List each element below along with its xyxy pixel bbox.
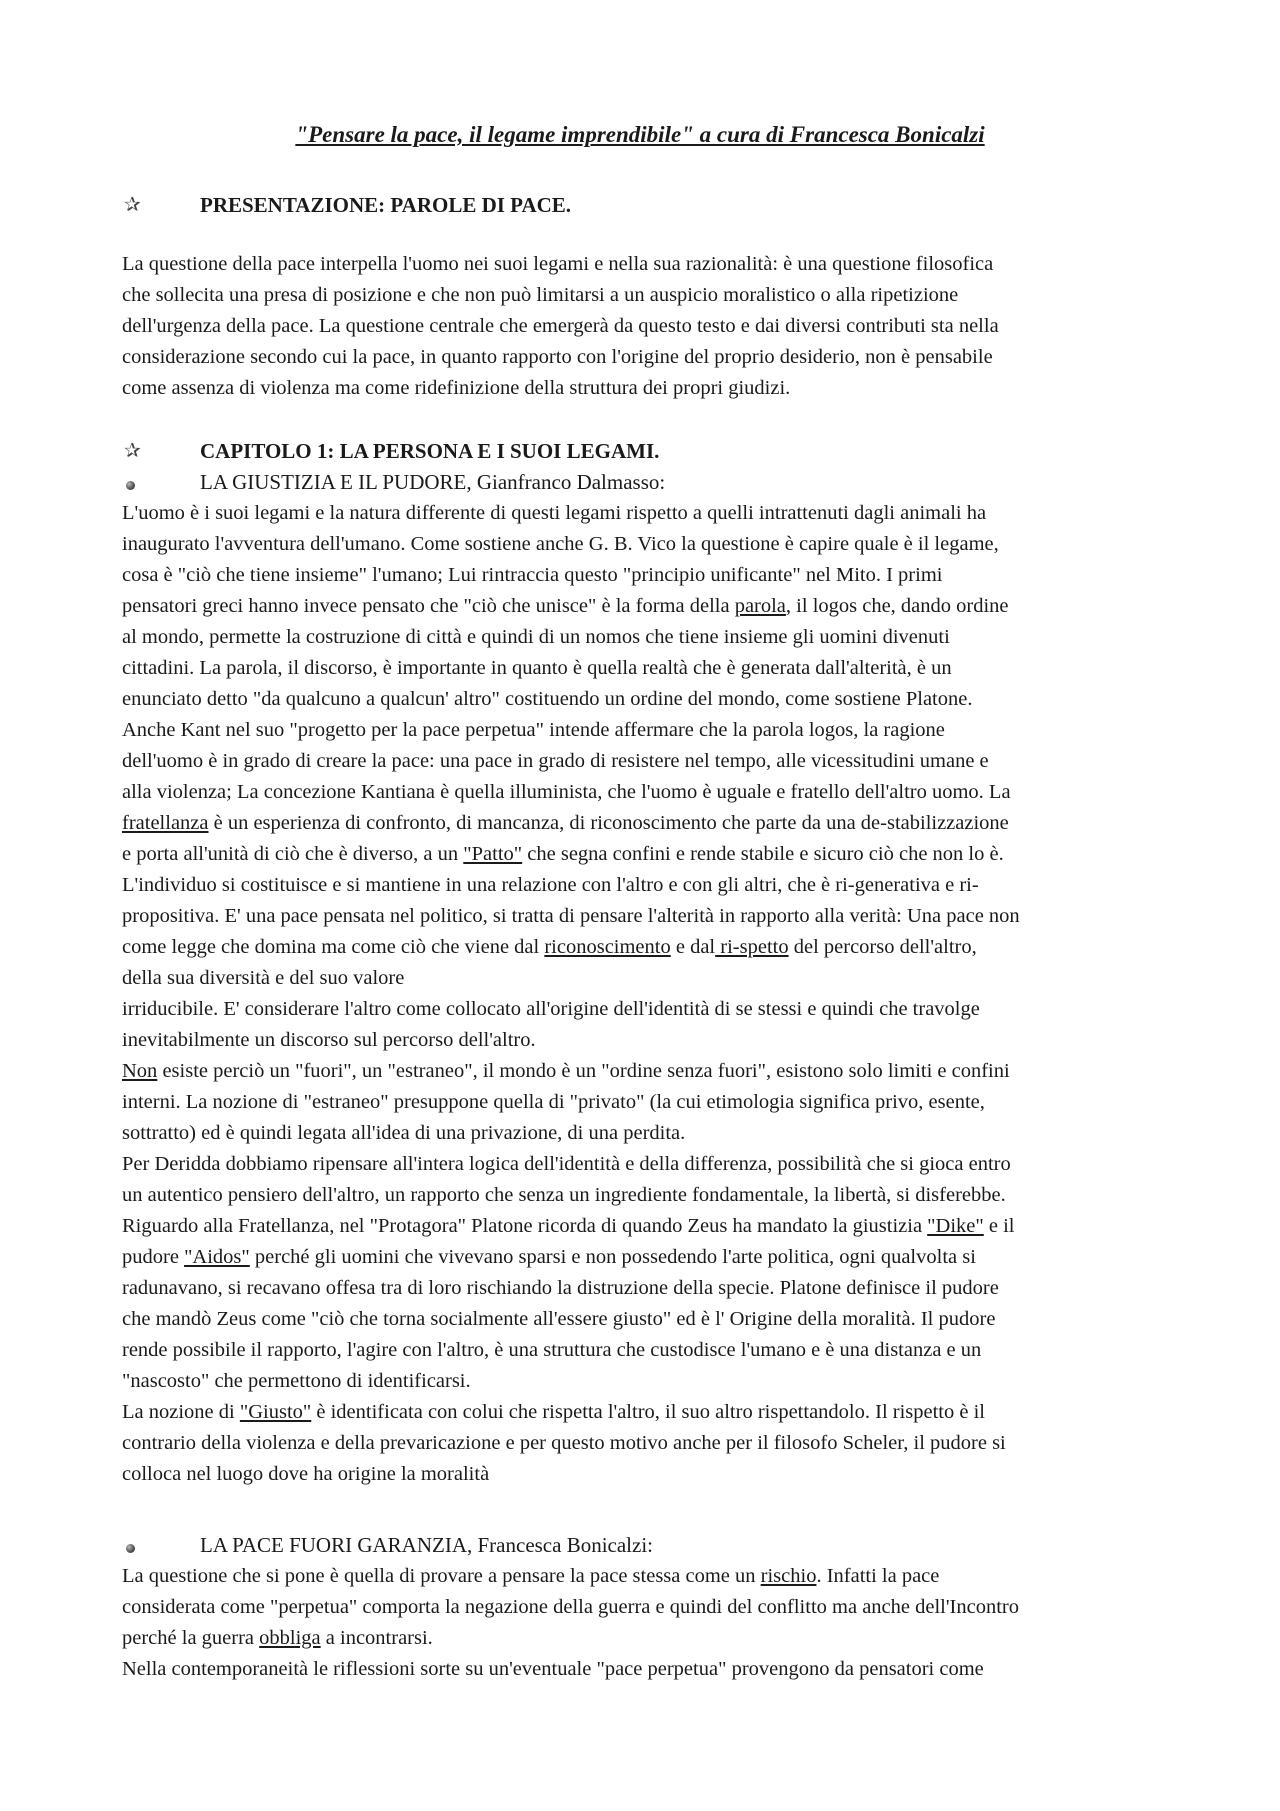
text-line: "nascosto" che permettono di identificarsi. (122, 1370, 471, 1392)
text-line: alla violenza; La concezione Kantiana è quella illuminista, che l'uomo è uguale e fratello dell'altro uomo. La (122, 781, 1011, 803)
underlined-term: riconoscimento (544, 936, 671, 958)
text-line (122, 932, 1172, 963)
underlined-term: obbliga (259, 1627, 321, 1649)
subsection-heading-pace-fuori-garanzia (124, 1530, 654, 1561)
text-line: Per Deridda dobbiamo ripensare all'intera logica dell'identità e della differenza, possibilità che si gioca entro (122, 1153, 1011, 1175)
section-heading-presentazione (124, 190, 572, 221)
text-run: e il (983, 1215, 1015, 1237)
text-run: , il logos che, dando ordine (785, 595, 1009, 617)
text-run: a incontrarsi. (320, 1627, 433, 1649)
text-line: sottratto) ed è quindi legata all'idea di una privazione, di una perdita. (122, 1122, 686, 1144)
subsection-heading-label: LA PACE FUORI GARANZIA, Francesca Bonicalzi: (200, 1533, 654, 1557)
giustizia-paragraph (122, 498, 1172, 1490)
star-bullet-icon: ✰ (124, 440, 141, 462)
text-line: considerata come "perpetua" comporta la negazione della guerra e quindi del conflitto ma anche dell'Incontro (122, 1596, 1019, 1618)
text-line: Anche Kant nel suo "progetto per la pace perpetua" intende affermare che la parola logos, la ragione (122, 719, 945, 741)
section-heading-label: PRESENTAZIONE: PAROLE DI PACE. (200, 193, 572, 217)
presentazione-paragraph (122, 249, 1172, 404)
text-line: della sua diversità e del suo valore (122, 967, 405, 989)
star-bullet-icon: ✰ (124, 194, 141, 216)
text-line: un autentico pensiero dell'altro, un rapporto che senza un ingrediente fondamentale, la libertà, si disferebbe. (122, 1184, 1006, 1206)
text-line (122, 808, 1172, 839)
text-line (122, 1211, 1172, 1242)
text-run: esiste perciò un "fuori", un "estraneo", il mondo è un "ordine senza fuori", esistono solo limiti e confini (157, 1060, 1010, 1082)
subsection-heading-label: LA GIUSTIZIA E IL PUDORE, Gianfranco Dalmasso: (200, 470, 666, 494)
subsection-heading-giustizia (124, 467, 666, 498)
text-line (122, 1056, 1172, 1087)
underlined-term: "Patto" (463, 843, 523, 865)
text-line: che mandò Zeus come "ciò che torna socialmente all'essere giusto" ed è l' Origine della moralità. Il pudore (122, 1308, 996, 1330)
document-title: "Pensare la pace, il legame imprendibile" a cura di Francesca Bonicalzi (295, 122, 985, 147)
text-run: perché la guerra (122, 1627, 260, 1649)
text-run: come legge che domina ma come ciò che viene dal (122, 936, 545, 958)
underlined-term: parola (734, 595, 786, 617)
text-line: cittadini. La parola, il discorso, è importante in quanto è quella realtà che è generata dall'alterità, è un (122, 657, 952, 679)
text-line: radunavano, si recavano offesa tra di loro rischiando la distruzione della specie. Platone definisce il pudore (122, 1277, 999, 1299)
round-bullet-icon (126, 1544, 135, 1553)
underlined-term: rischio (760, 1565, 817, 1587)
text-line: dell'uomo è in grado di creare la pace: una pace in grado di resistere nel tempo, alle vicessitudini umane e (122, 750, 989, 772)
text-line (122, 1561, 1172, 1592)
text-line: al mondo, permette la costruzione di città e quindi di un nomos che tiene insieme gli uomini divenuti (122, 626, 950, 648)
text-run: perché gli uomini che vivevano sparsi e non possedendo l'arte politica, ogni qualvolta si (249, 1246, 976, 1268)
text-run: che segna confini e rende stabile e sicuro ciò che non lo è. (522, 843, 1004, 865)
underlined-term: Non (122, 1060, 158, 1082)
text-line: Nella contemporaneità le riflessioni sorte su un'eventuale "pace perpetua" provengono da pensatori come (122, 1658, 984, 1680)
text-line: che sollecita una presa di posizione e che non può limitarsi a un auspicio moralistico o alla ripetizione (122, 284, 959, 306)
text-run: è un esperienza di confronto, di mancanza, di riconoscimento che parte da una de-stabilizzazione (208, 812, 1009, 834)
section-heading-label: CAPITOLO 1: LA PERSONA E I SUOI LEGAMI. (200, 439, 660, 463)
text-line: L'uomo è i suoi legami e la natura differente di questi legami rispetto a quelli intrattenuti dagli animali ha (122, 502, 987, 524)
round-bullet-icon (126, 481, 135, 490)
text-line: propositiva. E' una pace pensata nel politico, si tratta di pensare l'alterità in rapporto alla verità: Una pace non (122, 905, 1020, 927)
text-line: inevitabilmente un discorso sul percorso dell'altro. (122, 1029, 536, 1051)
text-line: contrario della violenza e della prevaricazione e per questo motivo anche per il filosofo Scheler, il pudore si (122, 1432, 1006, 1454)
text-run: pudore (122, 1246, 185, 1268)
text-line: colloca nel luogo dove ha origine la moralità (122, 1463, 490, 1485)
text-line: dell'urgenza della pace. La questione centrale che emergerà da questo testo e dai diversi contributi sta nella (122, 315, 999, 337)
text-line: considerazione secondo cui la pace, in quanto rapporto con l'origine del proprio desiderio, non è pensabile (122, 346, 993, 368)
text-run: e dal (670, 936, 716, 958)
underlined-term: "Dike" (927, 1215, 984, 1237)
text-line: La questione della pace interpella l'uomo nei suoi legami e nella sua razionalità: è una questione filosofica (122, 253, 994, 275)
text-line (122, 1623, 1172, 1654)
text-run: . Infatti la pace (816, 1565, 940, 1587)
text-line: inaugurato l'avventura dell'umano. Come sostiene anche G. B. Vico la questione è capire quale è il legame, (122, 533, 999, 555)
text-run: La questione che si pone è quella di provare a pensare la pace stessa come un (122, 1565, 761, 1587)
pace-fuori-garanzia-paragraph (122, 1561, 1172, 1685)
text-line: come assenza di violenza ma come ridefinizione della struttura dei propri giudizi. (122, 377, 791, 399)
text-run: pensatori greci hanno invece pensato che "ciò che unisce" è la forma della (122, 595, 735, 617)
underlined-term: "Giusto" (239, 1401, 312, 1423)
text-line: cosa è "ciò che tiene insieme" l'umano; Lui rintraccia questo "principio unificante" nel Mito. I primi (122, 564, 943, 586)
text-run: del percorso dell'altro, (788, 936, 977, 958)
text-run: e porta all'unità di ciò che è diverso, a un (122, 843, 464, 865)
text-line (122, 839, 1172, 870)
text-line (122, 591, 1172, 622)
section-heading-capitolo-1 (124, 436, 660, 467)
text-line: rende possibile il rapporto, l'agire con l'altro, è una struttura che custodisce l'umano e è una distanza e un (122, 1339, 982, 1361)
text-line (122, 1242, 1172, 1273)
text-run: è identificata con colui che rispetta l'altro, il suo altro rispettandolo. Il rispetto è il (311, 1401, 985, 1423)
text-line: interni. La nozione di "estraneo" presuppone quella di "privato" (la cui etimologia significa privo, esente, (122, 1091, 985, 1113)
underlined-term: "Aidos" (184, 1246, 250, 1268)
underlined-term: fratellanza (122, 812, 209, 834)
text-line: irriducibile. E' considerare l'altro come collocato all'origine dell'identità di se stessi e quindi che travolge (122, 998, 980, 1020)
text-line: enunciato detto "da qualcuno a qualcun' altro" costituendo un ordine del mondo, come sostiene Platone. (122, 688, 973, 710)
text-run: Riguardo alla Fratellanza, nel "Protagora" Platone ricorda di quando Zeus ha mandato la giustizia (122, 1215, 928, 1237)
underlined-term: ri-spetto (715, 936, 789, 958)
text-line (122, 1397, 1172, 1428)
text-line: L'individuo si costituisce e si mantiene in una relazione con l'altro e con gli altri, che è ri-generativa e ri- (122, 874, 979, 896)
text-run: La nozione di (122, 1401, 240, 1423)
